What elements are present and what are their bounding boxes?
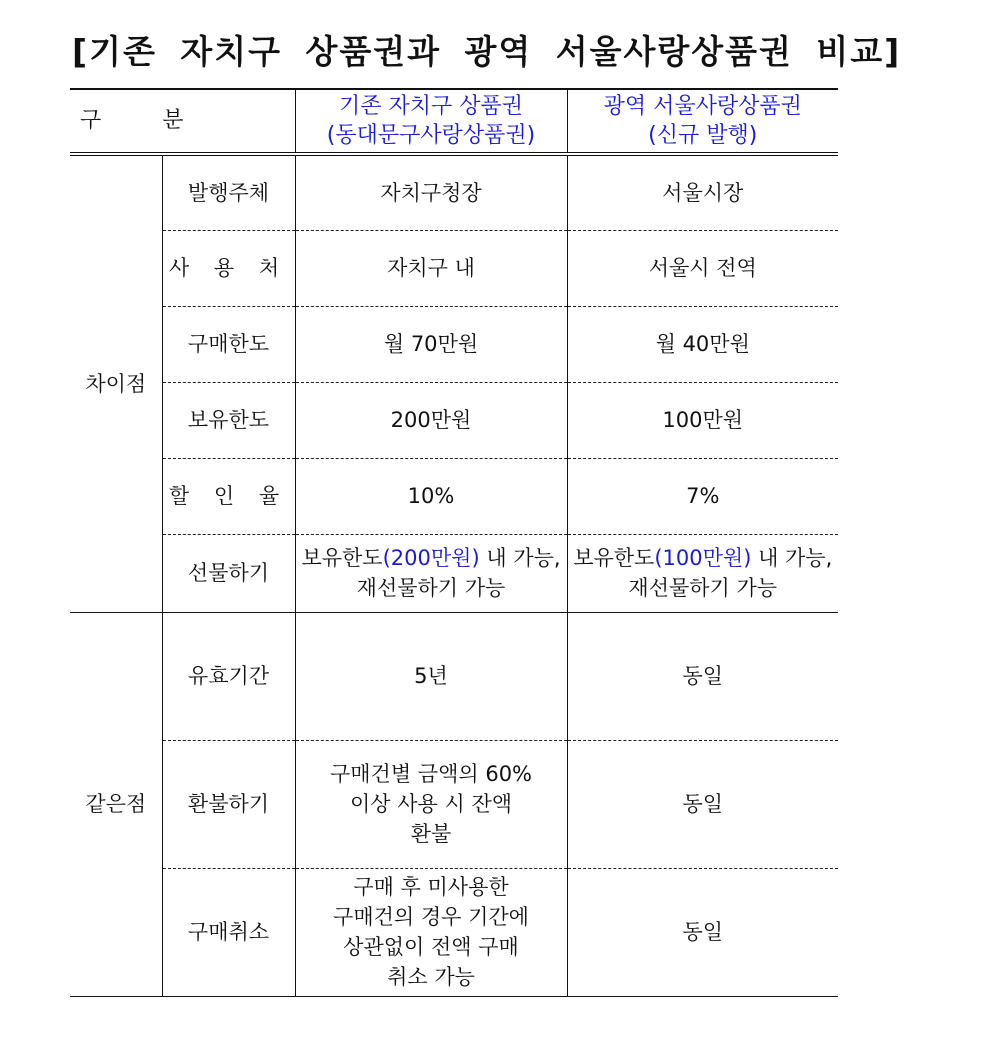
header-existing-line1: 기존 자치구 상품권: [338, 94, 523, 119]
header-new-line1: 광역 서울사랑상품권: [603, 94, 802, 119]
row-label: 유효기간: [162, 612, 295, 740]
cell-new: 동일: [567, 740, 838, 868]
table-row: [70, 382, 838, 458]
cell-existing: 월 70만원: [295, 306, 567, 382]
table-row: [70, 740, 838, 868]
table-row: [70, 868, 838, 996]
table-row: [70, 154, 838, 230]
cell-text: 내 가능,: [479, 546, 561, 570]
cell-new: [567, 534, 838, 612]
cell-text: 구매건별 금액의 60%: [329, 762, 533, 786]
cell-existing: 200만원: [295, 382, 567, 458]
cell-existing: 5년: [295, 612, 567, 740]
row-label: 구매한도: [162, 306, 295, 382]
header-existing-line2: (동대문구사랑상품권): [326, 123, 536, 148]
cell-text: 재선물하기 가능: [356, 576, 506, 600]
cell-existing: 10%: [295, 458, 567, 534]
cell-text: 환불: [410, 822, 452, 846]
table-row: [70, 612, 838, 740]
row-label: 할 인 율: [162, 458, 295, 534]
cell-text: 이상 사용 시 잔액: [349, 792, 513, 816]
cell-existing: [295, 740, 567, 868]
cell-new: 서울시 전역: [567, 230, 838, 306]
cell-text: 내 가능,: [751, 546, 833, 570]
group-label-similarities: 같은점: [70, 612, 162, 996]
table-row: [70, 458, 838, 534]
cell-existing: 자치구청장: [295, 154, 567, 230]
group-label-differences: 차이점: [70, 154, 162, 612]
row-label: 구매취소: [162, 868, 295, 996]
header-new-line2: (신규 발행): [648, 123, 758, 148]
table-row: [70, 230, 838, 306]
cell-text: 재선물하기 가능: [628, 576, 778, 600]
cell-existing: [295, 868, 567, 996]
cell-text: 상관없이 전액 구매: [343, 935, 519, 959]
cell-new: 동일: [567, 612, 838, 740]
table-header-row: [70, 89, 838, 154]
header-new-voucher: [567, 89, 838, 154]
comparison-table: [70, 88, 838, 997]
table-row: [70, 534, 838, 612]
row-label: 환불하기: [162, 740, 295, 868]
row-label: 선물하기: [162, 534, 295, 612]
cell-new: 7%: [567, 458, 838, 534]
cell-text: 구매 후 미사용한: [353, 875, 509, 899]
header-existing-voucher: [295, 89, 567, 154]
highlight-amount: (100만원): [654, 546, 752, 570]
row-label: 발행주체: [162, 154, 295, 230]
cell-new: 월 40만원: [567, 306, 838, 382]
cell-new: 서울시장: [567, 154, 838, 230]
highlight-amount: (200만원): [382, 546, 480, 570]
cell-text: 보유한도: [301, 546, 383, 570]
row-label: 사 용 처: [162, 230, 295, 306]
table-row: [70, 306, 838, 382]
cell-existing: [295, 534, 567, 612]
header-category-label: 구 분: [70, 89, 295, 154]
row-label: 보유한도: [162, 382, 295, 458]
cell-existing: 자치구 내: [295, 230, 567, 306]
cell-text: 보유한도: [573, 546, 655, 570]
cell-text: 구매건의 경우 기간에: [333, 905, 529, 929]
page-title: [기존 자치구 상품권과 광역 서울사랑상품권 비교]: [72, 32, 902, 71]
cell-text: 취소 가능: [387, 965, 475, 989]
cell-new: 동일: [567, 868, 838, 996]
cell-new: 100만원: [567, 382, 838, 458]
